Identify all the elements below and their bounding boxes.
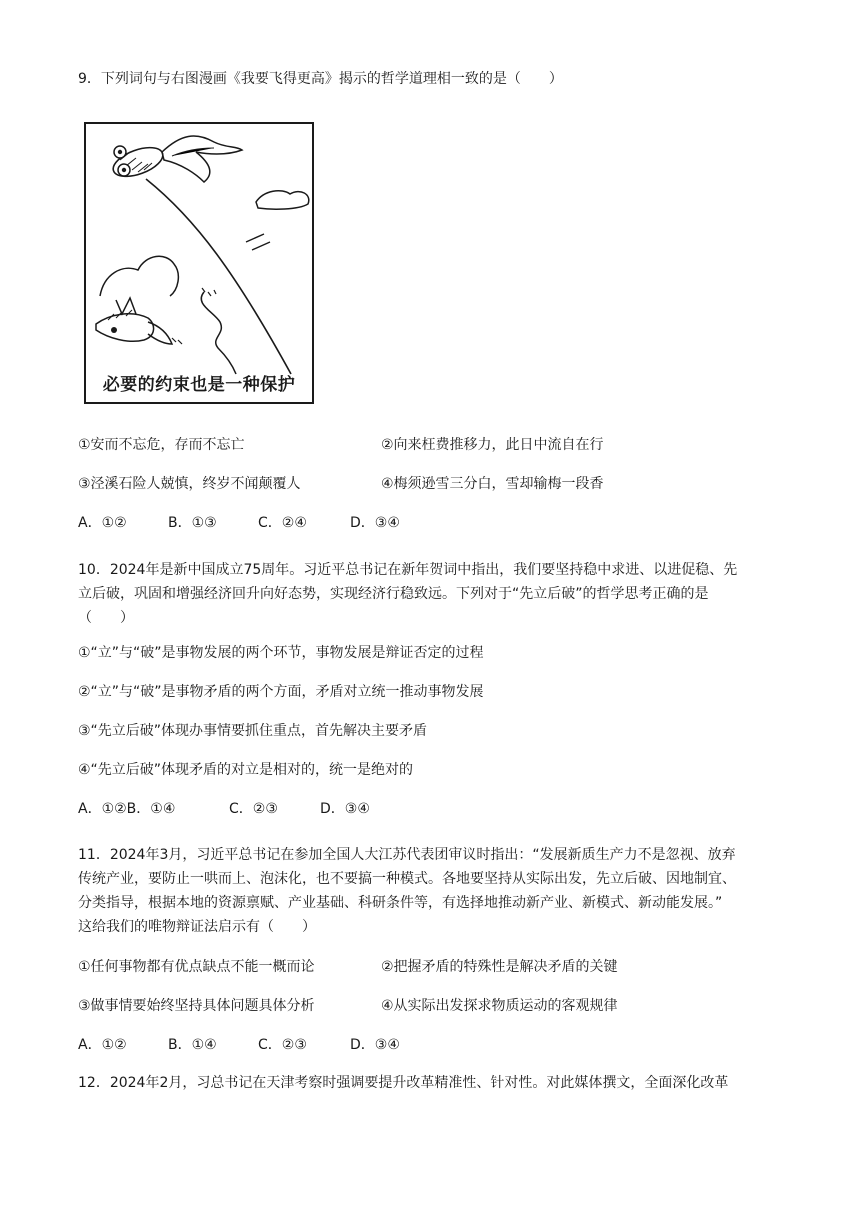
kite-cartoon-illustration — [86, 124, 312, 402]
q9-statement-4: ④梅须逊雪三分白，雪却输梅一段香 — [381, 476, 604, 492]
q11-statement-3: ③做事情要始终坚持具体问题具体分析 — [78, 998, 315, 1014]
cartoon-caption: 必要的约束也是一种保护 — [102, 375, 296, 395]
q11-option-c: C．②③ — [258, 1037, 307, 1053]
q11-statement-2: ②把握矛盾的特殊性是解决矛盾的关键 — [381, 959, 618, 975]
q10-stem-line-2: 立后破，巩固和增强经济回升向好态势，实现经济行稳致远。下列对于“先立后破”的哲学思考正确的是 — [78, 586, 709, 602]
q10-statement-3: ③“先立后破”体现办事情要抓住重点，首先解决主要矛盾 — [78, 723, 428, 739]
q11-statement-4: ④从实际出发探求物质运动的客观规律 — [381, 998, 618, 1014]
q11-stem-line-3: 分类指导，根据本地的资源禀赋、产业基础、科研条件等，有选择地推动新产业、新模式、新动能发展。” — [78, 895, 723, 911]
q9-option-b: B．①③ — [168, 515, 217, 531]
q10-statement-4: ④“先立后破”体现矛盾的对立是相对的，统一是绝对的 — [78, 762, 414, 778]
q11-option-d: D．③④ — [350, 1037, 400, 1053]
q10-statement-1: ①“立”与“破”是事物发展的两个环节，事物发展是辩证否定的过程 — [78, 645, 484, 661]
q11-stem-line-1: 11．2024年3月，习近平总书记在参加全国人大江苏代表团审议时指出：“发展新质生产力不是忽视、放弃 — [78, 847, 736, 863]
q11-stem-line-4: 这给我们的唯物辩证法启示有（ ） — [78, 919, 316, 935]
q9-statement-2: ②向来枉费推移力，此日中流自在行 — [381, 437, 604, 453]
q9-statement-3: ③泾溪石险人兢慎，终岁不闻颠覆人 — [78, 476, 301, 492]
q9-option-c: C．②④ — [258, 515, 307, 531]
q9-option-d: D．③④ — [350, 515, 400, 531]
q9-statement-1: ①安而不忘危，存而不忘亡 — [78, 437, 245, 453]
q10-option-ab: A．①②B．①④ — [78, 801, 176, 817]
q11-stem-line-2: 传统产业，要防止一哄而上、泡沫化，也不要搞一种模式。各地要坚持从实际出发，先立后破、因地制宜、 — [78, 871, 736, 887]
q9-stem: 9．下列词句与右图漫画《我要飞得更高》揭示的哲学道理相一致的是（ ） — [78, 71, 563, 87]
q10-stem-line-1: 10．2024年是新中国成立75周年。习近平总书记在新年贺词中指出，我们要坚持稳中求进、以进促稳、先 — [78, 562, 738, 578]
q9-option-a: A．①② — [78, 515, 127, 531]
q10-statement-2: ②“立”与“破”是事物矛盾的两个方面，矛盾对立统一推动事物发展 — [78, 684, 484, 700]
q12-stem-line-1: 12．2024年2月，习总书记在天津考察时强调要提升改革精准性、针对性。对此媒体撰文，全面深化改革 — [78, 1075, 729, 1091]
q11-option-b: B．①④ — [168, 1037, 217, 1053]
q11-option-a: A．①② — [78, 1037, 127, 1053]
q10-option-c: C．②③ — [229, 801, 278, 817]
q10-stem-line-3: （ ） — [78, 610, 134, 626]
q11-statement-1: ①任何事物都有优点缺点不能一概而论 — [78, 959, 315, 975]
q9-cartoon — [84, 122, 314, 404]
q10-option-d: D．③④ — [320, 801, 370, 817]
